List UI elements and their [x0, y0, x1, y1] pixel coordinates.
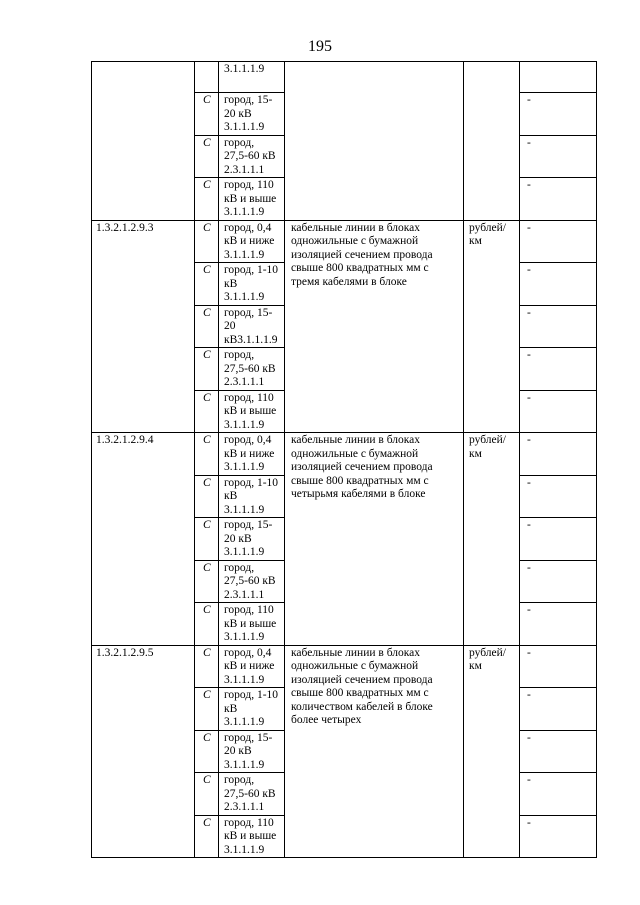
location-cell: город, 110 кВ и выше 3.1.1.1.9: [219, 390, 285, 433]
value-cell: -: [520, 475, 597, 518]
class-cell: [195, 62, 219, 93]
value-cell: -: [520, 390, 597, 433]
code-cell: [92, 62, 195, 221]
location-cell: город, 27,5-60 кВ 2.3.1.1.1: [219, 135, 285, 178]
class-cell: C: [195, 93, 219, 136]
code-cell: 1.3.2.1.2.9.3: [92, 220, 195, 433]
code-cell: 1.3.2.1.2.9.5: [92, 645, 195, 858]
location-cell: город, 0,4 кВ и ниже 3.1.1.1.9: [219, 220, 285, 263]
unit-cell: [464, 62, 520, 221]
location-cell: город, 1-10 кВ 3.1.1.1.9: [219, 688, 285, 731]
page-number: 195: [308, 38, 332, 55]
location-cell: город, 15-20 кВ 3.1.1.1.9: [219, 93, 285, 136]
location-cell: город, 110 кВ и выше 3.1.1.1.9: [219, 603, 285, 646]
table-row: [92, 433, 597, 476]
class-cell: C: [195, 390, 219, 433]
location-cell: город, 1-10 кВ 3.1.1.1.9: [219, 263, 285, 306]
value-cell: -: [520, 433, 597, 476]
description-cell: кабельные линии в блоках одножильные с бумажной изоляцией сечением провода свыше 800 квадратных мм с четырьмя кабелями в блоке: [285, 433, 464, 646]
table-row: [92, 645, 597, 688]
class-cell: C: [195, 178, 219, 221]
class-cell: C: [195, 645, 219, 688]
value-cell: -: [520, 645, 597, 688]
description-cell: кабельные линии в блоках одножильные с бумажной изоляцией сечением провода свыше 800 квадратных мм с тремя кабелями в блоке: [285, 220, 464, 433]
code-cell: 1.3.2.1.2.9.4: [92, 433, 195, 646]
class-cell: C: [195, 220, 219, 263]
tariff-table: [91, 61, 597, 858]
class-cell: C: [195, 348, 219, 391]
class-cell: C: [195, 730, 219, 773]
value-cell: -: [520, 263, 597, 306]
location-cell: город, 27,5-60 кВ 2.3.1.1.1: [219, 348, 285, 391]
value-cell: -: [520, 560, 597, 603]
description-cell: кабельные линии в блоках одножильные с бумажной изоляцией сечением провода свыше 800 квадратных мм с количеством кабелей в блоке более четырех: [285, 645, 464, 858]
class-cell: C: [195, 305, 219, 348]
unit-cell: рублей/км: [464, 433, 520, 646]
table-body: [92, 62, 597, 858]
value-cell: -: [520, 348, 597, 391]
location-cell: город, 27,5-60 кВ 2.3.1.1.1: [219, 560, 285, 603]
class-cell: C: [195, 135, 219, 178]
value-cell: -: [520, 518, 597, 561]
class-cell: C: [195, 688, 219, 731]
location-cell: город, 110 кВ и выше 3.1.1.1.9: [219, 815, 285, 858]
class-cell: C: [195, 773, 219, 816]
location-cell: город, 15-20 кВ 3.1.1.1.9: [219, 730, 285, 773]
class-cell: C: [195, 263, 219, 306]
location-cell: 3.1.1.1.9: [219, 62, 285, 93]
location-cell: город, 15-20 кВ 3.1.1.1.9: [219, 518, 285, 561]
description-cell: [285, 62, 464, 221]
class-cell: C: [195, 815, 219, 858]
value-cell: -: [520, 220, 597, 263]
location-cell: город, 27,5-60 кВ 2.3.1.1.1: [219, 773, 285, 816]
location-cell: город, 110 кВ и выше 3.1.1.1.9: [219, 178, 285, 221]
value-cell: -: [520, 815, 597, 858]
value-cell: -: [520, 688, 597, 731]
location-cell: город, 0,4 кВ и ниже 3.1.1.1.9: [219, 433, 285, 476]
class-cell: C: [195, 475, 219, 518]
class-cell: C: [195, 433, 219, 476]
unit-cell: рублей/км: [464, 220, 520, 433]
class-cell: C: [195, 518, 219, 561]
table-row: [92, 220, 597, 263]
value-cell: -: [520, 603, 597, 646]
location-cell: город, 0,4 кВ и ниже 3.1.1.1.9: [219, 645, 285, 688]
class-cell: C: [195, 560, 219, 603]
value-cell: -: [520, 93, 597, 136]
value-cell: -: [520, 178, 597, 221]
location-cell: город, 15-20 кВ3.1.1.1.9: [219, 305, 285, 348]
value-cell: -: [520, 305, 597, 348]
value-cell: -: [520, 773, 597, 816]
value-cell: -: [520, 730, 597, 773]
value-cell: [520, 62, 597, 93]
location-cell: город, 1-10 кВ 3.1.1.1.9: [219, 475, 285, 518]
unit-cell: рублей/км: [464, 645, 520, 858]
class-cell: C: [195, 603, 219, 646]
table-row: [92, 62, 597, 93]
value-cell: -: [520, 135, 597, 178]
